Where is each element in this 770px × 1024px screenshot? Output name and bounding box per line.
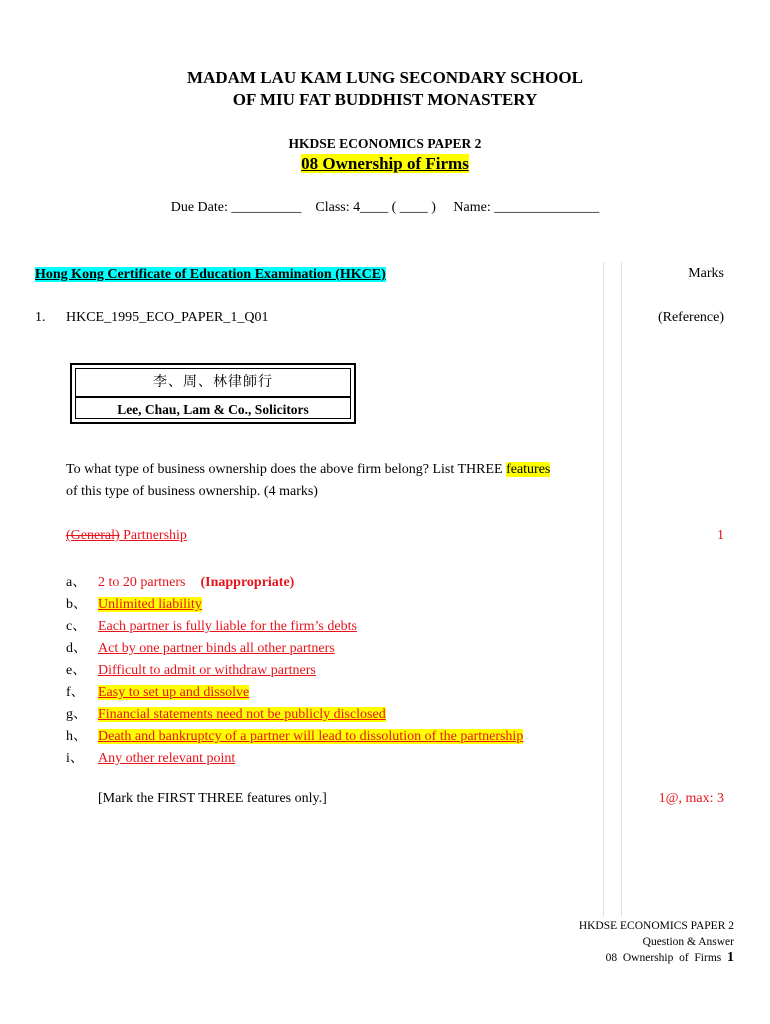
- question-number: 1.: [35, 310, 46, 325]
- footer-topic: 08 Ownership of Firms: [605, 952, 722, 964]
- footer-topic-line: [579, 950, 734, 966]
- footer-paper: HKDSE ECONOMICS PAPER 2: [578, 920, 734, 932]
- answer-struck-word: (General): [66, 528, 120, 543]
- list-item-letter: i、: [66, 751, 84, 766]
- margin-line-left: [603, 262, 604, 917]
- question-prompt-line1: [66, 462, 550, 478]
- school-name-line1: MADAM LAU KAM LUNG SECONDARY SCHOOL: [187, 68, 583, 87]
- section-title-wrap: [35, 265, 386, 283]
- page-footer: [579, 918, 734, 966]
- section-title: Hong Kong Certificate of Education Examination (HKCE): [35, 267, 386, 282]
- list-item: [66, 616, 523, 638]
- question-reference: (Reference): [657, 310, 724, 325]
- list-item-letter: b、: [66, 597, 87, 612]
- list-item-text: Easy to set up and dissolve: [98, 685, 250, 700]
- list-item-text: Difficult to admit or withdraw partners: [98, 663, 316, 678]
- mark-scheme: 1@, max: 3: [658, 791, 724, 806]
- answer-text: Partnership: [119, 528, 187, 543]
- list-item-text: Each partner is fully liable for the firm’s debts: [98, 619, 357, 634]
- page-number: 1: [727, 950, 734, 965]
- list-item: [66, 594, 523, 616]
- list-item-letter: h、: [66, 729, 87, 744]
- list-item-note: (Inappropriate): [200, 575, 295, 590]
- marks-header: Marks: [688, 266, 724, 281]
- question-prompt-part1: To what type of business ownership does the above firm belong? List THREE: [66, 462, 507, 477]
- list-item-text: Any other relevant point: [98, 751, 236, 766]
- topic-title: 08 Ownership of Firms: [301, 154, 469, 173]
- list-item: [66, 572, 523, 594]
- list-item-text: Death and bankruptcy of a partner will lead to dissolution of the partnership: [98, 729, 524, 744]
- firm-sign-image: [70, 363, 356, 424]
- paper-title: HKDSE ECONOMICS PAPER 2: [288, 136, 482, 151]
- list-item: [66, 682, 523, 704]
- firm-sign-inner-border: [75, 368, 351, 419]
- answer-mark: 1: [717, 528, 724, 543]
- list-item-letter: g、: [66, 707, 87, 722]
- question-prompt-highlight: features: [506, 462, 551, 477]
- footer-subtitle: Question & Answer: [642, 936, 734, 948]
- features-list: [66, 572, 523, 770]
- student-fields-line: Due Date: __________ Class: 4____ ( ____ ) Name: _______________: [170, 200, 600, 215]
- list-item-text: Act by one partner binds all other partners: [98, 641, 335, 656]
- firm-sign-divider: [76, 396, 350, 398]
- list-item-text: 2 to 20 partners: [98, 575, 186, 590]
- topic-title-wrap: [0, 154, 770, 174]
- question-code: HKCE_1995_ECO_PAPER_1_Q01: [66, 310, 269, 325]
- mark-instruction: [Mark the FIRST THREE features only.]: [98, 791, 327, 806]
- list-item-letter: c、: [66, 619, 87, 634]
- margin-line-right: [621, 262, 622, 917]
- list-item-letter: a、: [66, 575, 87, 590]
- list-item-letter: f、: [66, 685, 85, 700]
- school-name-line2: OF MIU FAT BUDDHIST MONASTERY: [232, 90, 538, 109]
- list-item-letter: d、: [66, 641, 87, 656]
- list-item: [66, 660, 523, 682]
- list-item: [66, 726, 523, 748]
- list-item-letter: e、: [66, 663, 87, 678]
- list-item: [66, 704, 523, 726]
- list-item: [66, 638, 523, 660]
- list-item-text: Financial statements need not be publicly disclosed: [98, 707, 386, 722]
- list-item-text: Unlimited liability: [98, 597, 202, 612]
- firm-sign-english-name: Lee, Chau, Lam & Co., Solicitors: [117, 402, 309, 417]
- list-item: [66, 748, 523, 770]
- answer-line: [66, 528, 187, 544]
- firm-sign-chinese-name: 李、周、林律師行: [153, 374, 273, 390]
- question-prompt-line2: of this type of business ownership. (4 marks): [66, 484, 318, 499]
